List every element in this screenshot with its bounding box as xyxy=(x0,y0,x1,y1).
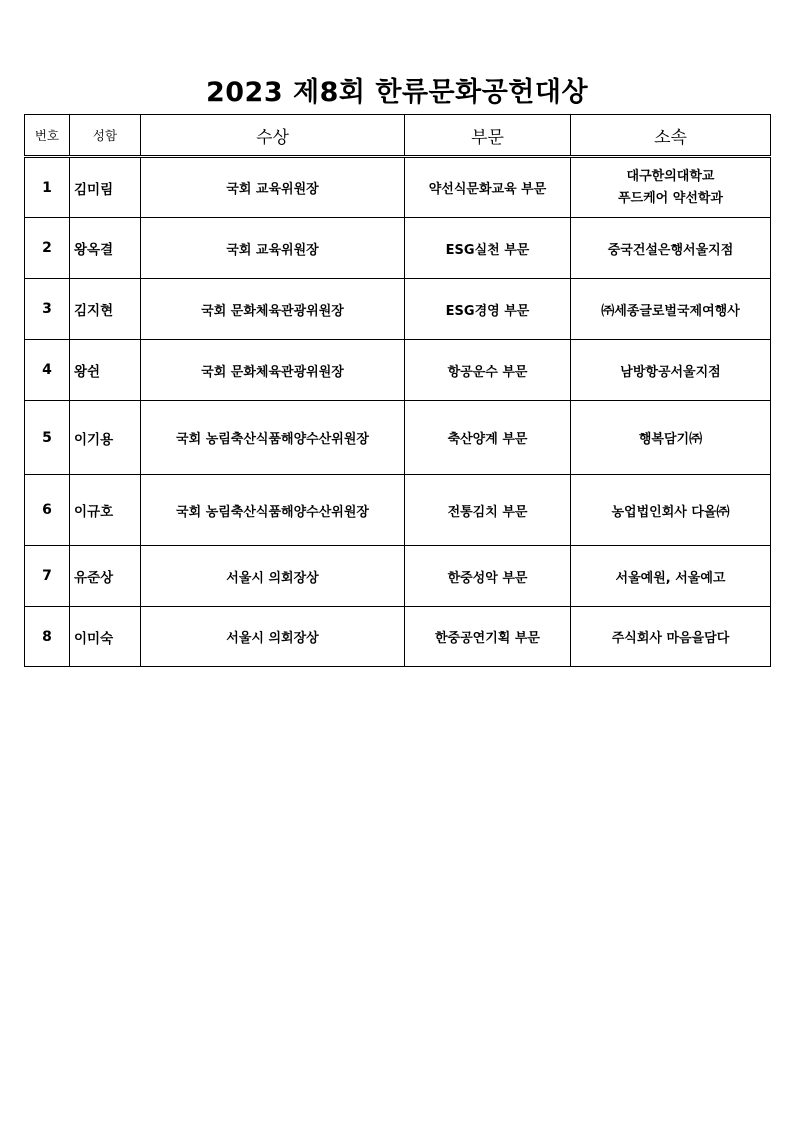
table-header-row xyxy=(25,115,771,157)
table-row xyxy=(25,340,771,401)
row-award: 국회 농림축산식품해양수산위원장 xyxy=(141,475,405,546)
row-affiliation: 서울예원, 서울예고 xyxy=(571,546,771,607)
row-affiliation xyxy=(571,157,771,218)
table-row xyxy=(25,401,771,475)
awards-table xyxy=(24,114,771,667)
row-no: 3 xyxy=(25,279,70,340)
row-category: 항공운수 부문 xyxy=(405,340,571,401)
row-name: 이기용 xyxy=(70,401,141,475)
header-affiliation: 소속 xyxy=(571,115,771,157)
row-name: 왕옥결 xyxy=(70,218,141,279)
row-category: 한중성악 부문 xyxy=(405,546,571,607)
row-category: ESG실천 부문 xyxy=(405,218,571,279)
row-affiliation: 농업법인회사 다올㈜ xyxy=(571,475,771,546)
header-award: 수상 xyxy=(141,115,405,157)
row-no: 5 xyxy=(25,401,70,475)
row-award: 국회 농림축산식품해양수산위원장 xyxy=(141,401,405,475)
row-name: 이규호 xyxy=(70,475,141,546)
row-name: 김지현 xyxy=(70,279,141,340)
table-row xyxy=(25,475,771,546)
header-no: 번호 xyxy=(25,115,70,157)
row-award: 국회 교육위원장 xyxy=(141,157,405,218)
row-no: 8 xyxy=(25,607,70,667)
row-affiliation: 행복담기㈜ xyxy=(571,401,771,475)
row-affiliation: 중국건설은행서울지점 xyxy=(571,218,771,279)
row-category: ESG경영 부문 xyxy=(405,279,571,340)
row-award: 국회 교육위원장 xyxy=(141,218,405,279)
row-award: 국회 문화체육관광위원장 xyxy=(141,279,405,340)
row-no: 2 xyxy=(25,218,70,279)
row-no: 7 xyxy=(25,546,70,607)
table-row xyxy=(25,157,771,218)
row-category: 축산양계 부문 xyxy=(405,401,571,475)
row-affiliation: 주식회사 마음을담다 xyxy=(571,607,771,667)
table-row xyxy=(25,279,771,340)
row-name: 김미림 xyxy=(70,157,141,218)
row-category: 약선식문화교육 부문 xyxy=(405,157,571,218)
row-name: 이미숙 xyxy=(70,607,141,667)
row-no: 4 xyxy=(25,340,70,401)
row-category: 전통김치 부문 xyxy=(405,475,571,546)
row-award: 서울시 의회장상 xyxy=(141,546,405,607)
header-name: 성함 xyxy=(70,115,141,157)
table-row xyxy=(25,607,771,667)
affiliation-line: 푸드케어 약선학과 xyxy=(618,190,723,206)
row-name: 유준상 xyxy=(70,546,141,607)
row-affiliation: 남방항공서울지점 xyxy=(571,340,771,401)
row-award: 국회 문화체육관광위원장 xyxy=(141,340,405,401)
row-name: 왕쉰 xyxy=(70,340,141,401)
affiliation-line: 대구한의대학교 xyxy=(626,168,715,184)
row-no: 1 xyxy=(25,157,70,218)
table-row xyxy=(25,218,771,279)
row-no: 6 xyxy=(25,475,70,546)
table-row xyxy=(25,546,771,607)
page-title: 2023 제8회 한류문화공헌대상 xyxy=(205,77,589,108)
header-category: 부문 xyxy=(405,115,571,157)
row-affiliation: ㈜세종글로벌국제여행사 xyxy=(571,279,771,340)
row-award: 서울시 의회장상 xyxy=(141,607,405,667)
row-category: 한중공연기획 부문 xyxy=(405,607,571,667)
